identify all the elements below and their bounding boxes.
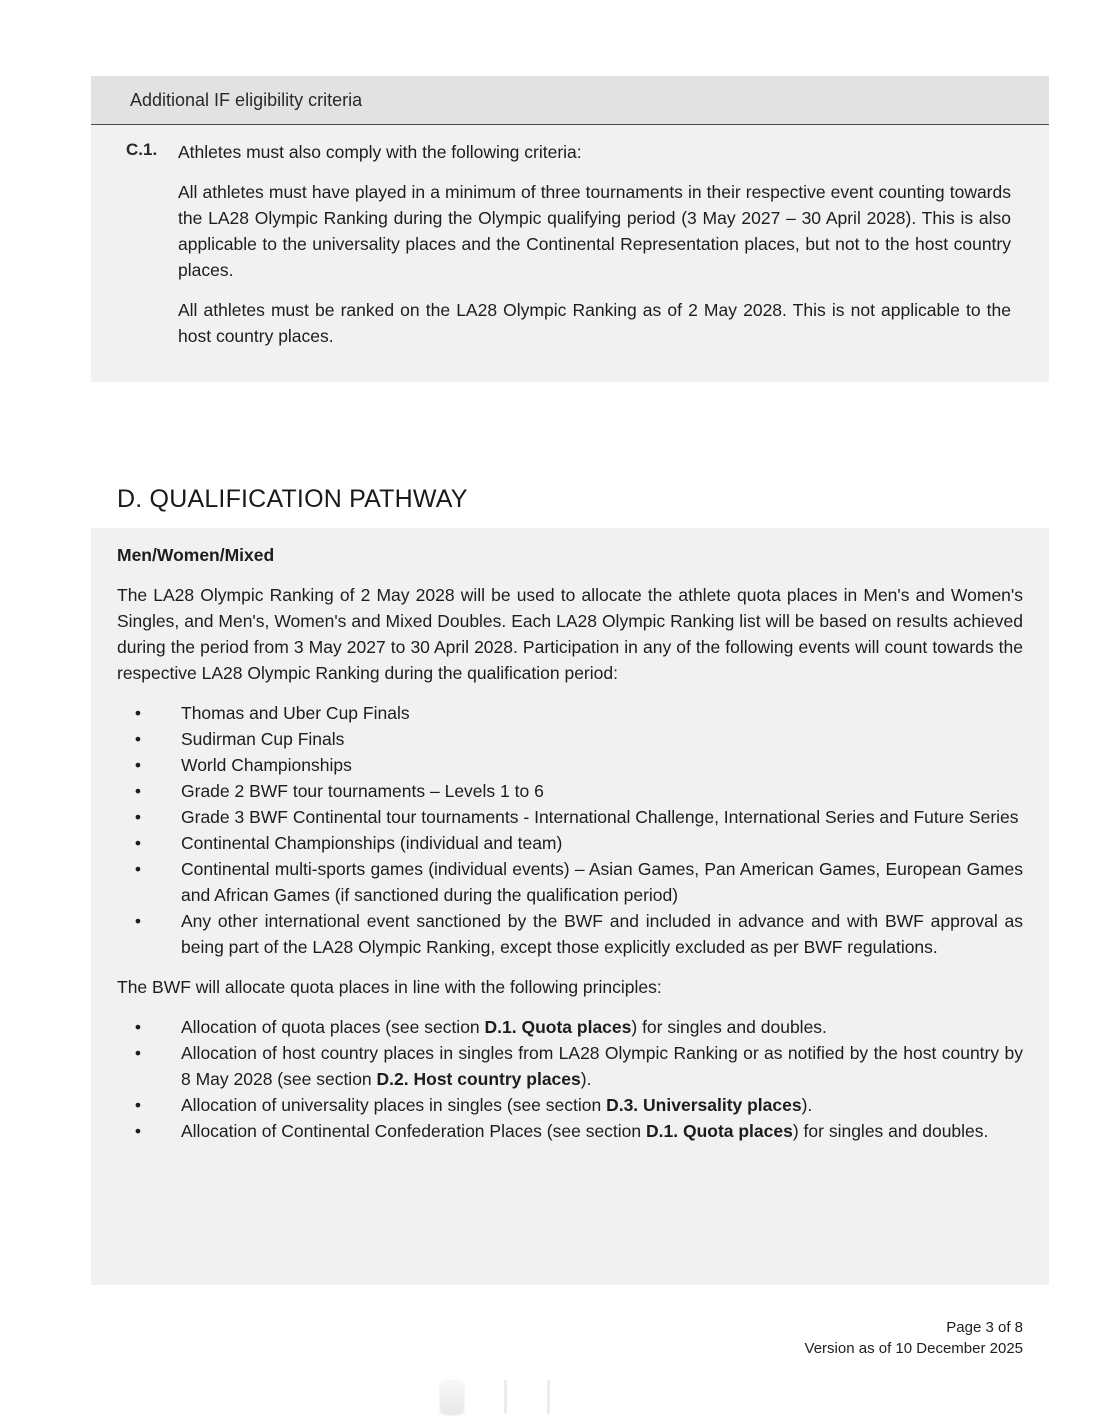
section-header: Additional IF eligibility criteria bbox=[91, 76, 1049, 125]
list-item: • Continental multi-sports games (individual events) – Asian Games, Pan American Games, European Games and African Games (if sanctioned during the qualification period) bbox=[117, 856, 1023, 908]
list-item: • World Championships bbox=[117, 752, 1023, 778]
events-list bbox=[117, 700, 1023, 960]
clause-intro: Athletes must also comply with the following criteria: bbox=[178, 142, 582, 162]
clause-paragraph: All athletes must have played in a minimum of three tournaments in their respective event counting towards the LA28 Olympic Ranking during the Olympic qualifying period (3 May 2027 – 30 April 2028). This is also applicable to the universality places and the Continental Representation places, but not to the host country places. bbox=[178, 182, 1011, 280]
bullet-icon: • bbox=[134, 1095, 142, 1115]
body-paragraph: The BWF will allocate quota places in line with the following principles: bbox=[117, 977, 662, 997]
section-reference: D.3. Universality places bbox=[606, 1095, 802, 1115]
list-item: • Allocation of universality places in singles (see section D.3. Universality places). bbox=[117, 1092, 1023, 1118]
list-item: • Any other international event sanctioned by the BWF and included in advance and with BWF approval as being part of the LA28 Olympic Ranking, except those explicitly excluded as per BWF regulations. bbox=[117, 908, 1023, 960]
section-reference: D.2. Host country places bbox=[376, 1069, 581, 1089]
section-title: D. QUALIFICATION PATHWAY bbox=[91, 470, 556, 528]
toolbar-ghost bbox=[440, 1380, 670, 1414]
clause-content bbox=[178, 139, 1011, 349]
bullet-icon: • bbox=[134, 755, 142, 775]
page-footer bbox=[805, 1317, 1023, 1359]
bullet-icon: • bbox=[134, 833, 142, 853]
qualification-pathway-panel bbox=[91, 528, 1049, 1285]
list-item: • Continental Championships (individual and team) bbox=[117, 830, 1023, 856]
bullet-icon: • bbox=[134, 859, 142, 879]
bullet-icon: • bbox=[134, 781, 142, 801]
scroll-handle[interactable] bbox=[440, 1380, 464, 1414]
eligibility-criteria-panel bbox=[91, 76, 1049, 382]
section-subtitle: Men/Women/Mixed bbox=[117, 545, 275, 565]
bullet-icon: • bbox=[134, 703, 142, 723]
list-item: • Allocation of Continental Confederation Places (see section D.1. Quota places) for singles and doubles. bbox=[117, 1118, 1023, 1144]
page-number: Page 3 of 8 bbox=[946, 1319, 1023, 1336]
list-item: • Thomas and Uber Cup Finals bbox=[117, 700, 1023, 726]
version-date: Version as of 10 December 2025 bbox=[804, 1340, 1023, 1357]
clause-paragraph: All athletes must be ranked on the LA28 Olympic Ranking as of 2 May 2028. This is not applicable to the host country places. bbox=[178, 300, 1011, 346]
clause-number: C.1. bbox=[126, 140, 158, 159]
bullet-icon: • bbox=[134, 807, 142, 827]
list-item: • Allocation of host country places in singles from LA28 Olympic Ranking or as notified by the host country by 8 May 2028 (see section D.2. Host country places). bbox=[117, 1040, 1023, 1092]
section-body bbox=[117, 542, 1023, 1158]
divider bbox=[547, 1380, 550, 1414]
bullet-icon: • bbox=[134, 1121, 142, 1141]
bullet-icon: • bbox=[134, 1043, 142, 1063]
list-item: • Grade 3 BWF Continental tour tournaments - International Challenge, International Series and Future Series bbox=[117, 804, 1023, 830]
section-reference: D.1. Quota places bbox=[484, 1017, 632, 1037]
list-item: • Grade 2 BWF tour tournaments – Levels 1 to 6 bbox=[117, 778, 1023, 804]
list-item: • Sudirman Cup Finals bbox=[117, 726, 1023, 752]
criteria-c1 bbox=[126, 139, 1011, 349]
divider bbox=[504, 1380, 507, 1414]
bullet-icon: • bbox=[134, 911, 142, 931]
bullet-icon: • bbox=[134, 729, 142, 749]
list-item: • Allocation of quota places (see section D.1. Quota places) for singles and doubles. bbox=[117, 1014, 1023, 1040]
principles-list bbox=[117, 1014, 1023, 1144]
section-reference: D.1. Quota places bbox=[646, 1121, 793, 1141]
bullet-icon: • bbox=[134, 1017, 142, 1037]
body-paragraph: The LA28 Olympic Ranking of 2 May 2028 will be used to allocate the athlete quota places in Men's and Women's Singles, and Men's, Women's and Mixed Doubles. Each LA28 Olympic Ranking list will be based on results achieved during the period from 3 May 2027 to 30 April 2028. Participation in any of the following events will count towards the respective LA28 Olympic Ranking during the qualification period: bbox=[117, 585, 1023, 683]
